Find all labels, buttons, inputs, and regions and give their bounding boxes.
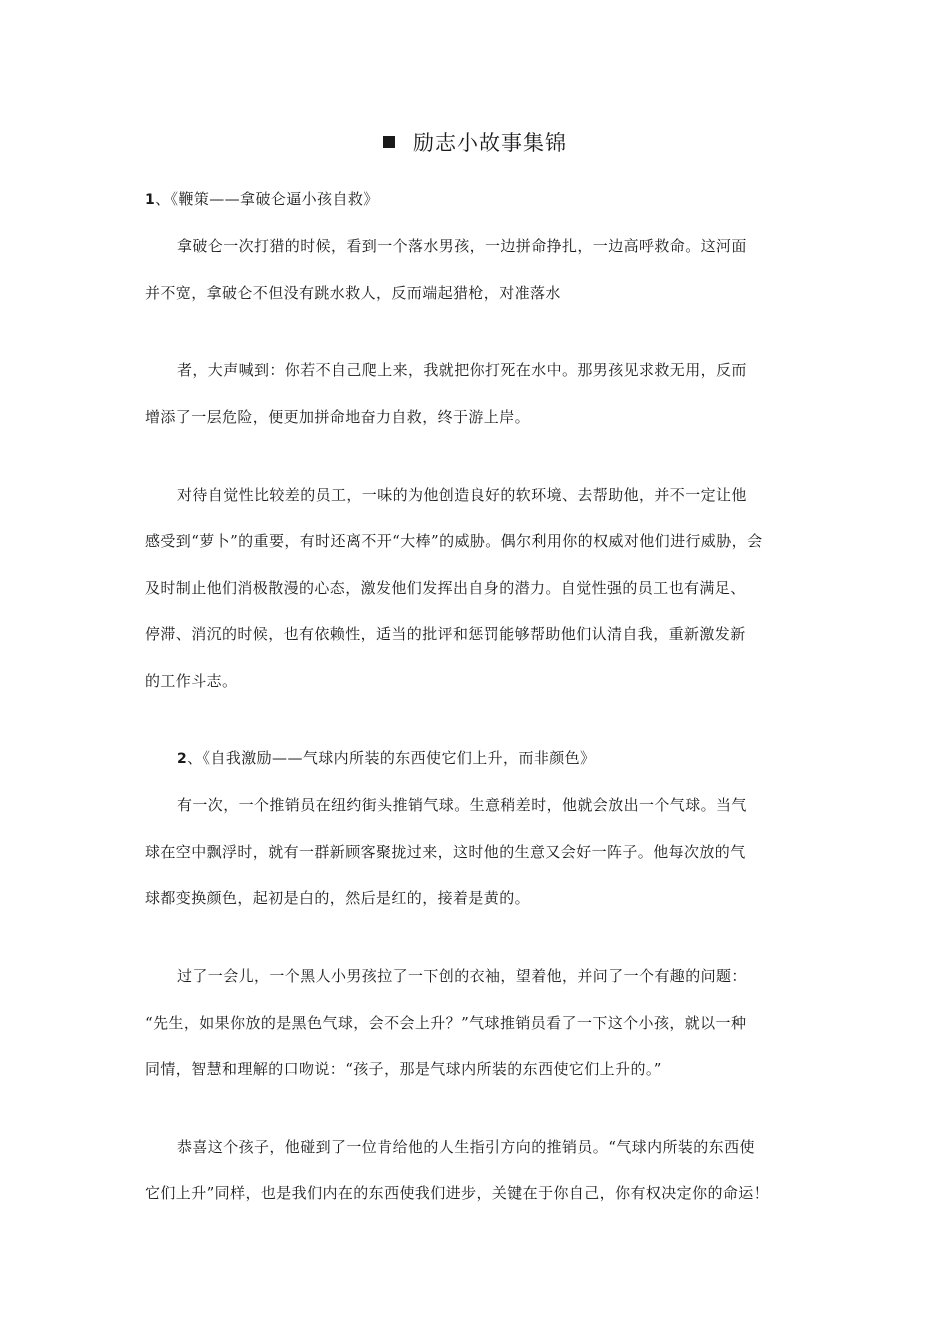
paragraph-line: 它们上升”同样，也是我们内在的东西使我们进步，关键在于你自己，你有权决定你的命运！ [145, 1184, 770, 1202]
story-2-title: 、《自我激励——气球内所装的东西使它们上升，而非颜色》 [187, 749, 596, 767]
story-2-heading [177, 746, 817, 771]
paragraph-line: 者，大声喊到：你若不自己爬上来，我就把你打死在水中。那男孩见求救无用，反而 [177, 361, 747, 379]
paragraph-line: “先生，如果你放的是黑色气球，会不会上升？”气球推销员看了一下这个小孩，就以一种 [145, 1014, 747, 1032]
paragraph-line: 过了一会儿，一个黑人小男孩拉了一下创的衣袖，望着他，并问了一个有趣的问题： [177, 967, 747, 985]
paragraph-line: 球在空中飘浮时，就有一群新顾客聚拢过来，这时他的生意又会好一阵子。他每次放的气 [145, 843, 746, 861]
paragraph-line: 及时制止他们消极散漫的心态，激发他们发挥出自身的潜力。自觉性强的员工也有满足、 [145, 579, 746, 597]
paragraph-line: 恭喜这个孩子，他碰到了一位肯给他的人生指引方向的推销员。“气球内所装的东西使 [177, 1138, 755, 1156]
paragraph-line: 球都变换颜色，起初是白的，然后是红的，接着是黄的。 [145, 889, 531, 907]
paragraph-line: 同情，智慧和理解的口吻说：“孩子，那是气球内所装的东西使它们上升的。” [145, 1060, 662, 1078]
paragraph-line: 感受到“萝卜”的重要，有时还离不开“大棒”的威胁。偶尔利用你的权威对他们进行威胁，会 [145, 532, 763, 550]
paragraph-line: 的工作斗志。 [145, 672, 238, 690]
paragraph-line: 并不宽，拿破仑不但没有跳水救人，反而端起猎枪，对准落水 [145, 284, 561, 302]
paragraph-line: 对待自觉性比较差的员工，一味的为他创造良好的软环境、去帮助他，并不一定让他 [177, 486, 747, 504]
document-title [0, 128, 950, 158]
title-text: 励志小故事集锦 [413, 131, 567, 155]
story-1-heading [145, 187, 815, 212]
story-2-number: 2 [177, 751, 188, 767]
square-bullet-icon [383, 136, 395, 148]
paragraph-line: 停滞、消沉的时候，也有依赖性，适当的批评和惩罚能够帮助他们认清自我，重新激发新 [145, 625, 746, 643]
paragraph-line: 增添了一层危险，便更加拼命地奋力自救，终于游上岸。 [145, 408, 531, 426]
paragraph-line: 有一次，一个推销员在纽约街头推销气球。生意稍差时，他就会放出一个气球。当气 [177, 796, 747, 814]
paragraph-line: 拿破仑一次打猎的时候，看到一个落水男孩，一边拼命挣扎，一边高呼救命。这河面 [177, 237, 747, 255]
story-1-title: 、《鞭策——拿破仑逼小孩自救》 [155, 190, 379, 208]
story-1-number: 1 [145, 192, 156, 208]
